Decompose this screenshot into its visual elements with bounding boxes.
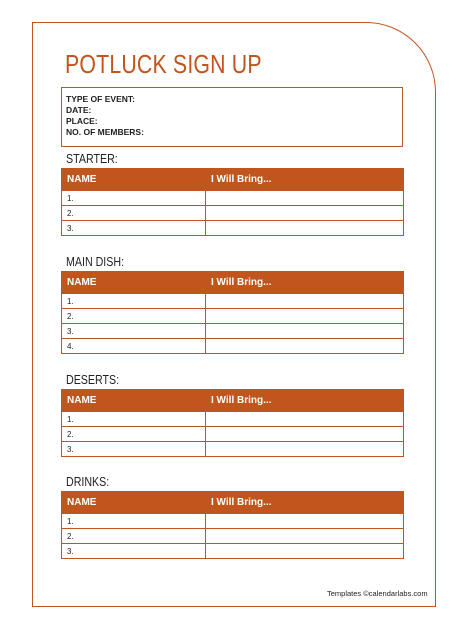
row-number: 3. (62, 324, 206, 339)
date-label: DATE: (66, 105, 92, 115)
name-column-header: NAME (62, 390, 206, 412)
row-number: 1. (62, 514, 206, 529)
bring-cell[interactable] (206, 412, 404, 427)
table-row (62, 191, 404, 206)
bring-column-header: I Will Bring... (206, 272, 404, 294)
event-info-box (61, 87, 403, 147)
starter-section-title: STARTER: (66, 151, 118, 166)
table-row (62, 206, 404, 221)
row-number: 2. (62, 427, 206, 442)
table-row (62, 442, 404, 457)
table-row (62, 412, 404, 427)
table-row (62, 339, 404, 354)
bring-cell[interactable] (206, 294, 404, 309)
bring-cell[interactable] (206, 206, 404, 221)
table-row (62, 324, 404, 339)
place-label: PLACE: (66, 116, 98, 126)
deserts-section-title: DESERTS: (66, 372, 120, 387)
bring-column-header: I Will Bring... (206, 390, 404, 412)
table-row (62, 514, 404, 529)
bring-cell[interactable] (206, 191, 404, 206)
row-number: 3. (62, 221, 206, 236)
row-number: 3. (62, 442, 206, 457)
table-row (62, 544, 404, 559)
bring-cell[interactable] (206, 309, 404, 324)
bring-cell[interactable] (206, 427, 404, 442)
footer-credit: Templates ©calendarlabs.com (327, 589, 428, 598)
bring-cell[interactable] (206, 324, 404, 339)
bring-cell[interactable] (206, 544, 404, 559)
drinks-section-title: DRINKS: (66, 474, 110, 489)
bring-cell[interactable] (206, 221, 404, 236)
table-row (62, 294, 404, 309)
bring-column-header: I Will Bring... (206, 492, 404, 514)
bring-cell[interactable] (206, 442, 404, 457)
drinks-table (61, 491, 404, 559)
starter-table (61, 168, 404, 236)
table-row (62, 309, 404, 324)
row-number: 4. (62, 339, 206, 354)
name-column-header: NAME (62, 492, 206, 514)
bring-column-header: I Will Bring... (206, 169, 404, 191)
row-number: 2. (62, 309, 206, 324)
deserts-table (61, 389, 404, 457)
name-column-header: NAME (62, 169, 206, 191)
type-of-event-label: TYPE OF EVENT: (66, 94, 135, 104)
row-number: 1. (62, 412, 206, 427)
signup-sheet (32, 22, 436, 607)
table-row (62, 427, 404, 442)
row-number: 1. (62, 191, 206, 206)
no-of-members-label: NO. OF MEMBERS: (66, 127, 144, 137)
page-title: POTLUCK SIGN UP (65, 49, 262, 79)
main-dish-section-title: MAIN DISH: (66, 254, 125, 269)
row-number: 3. (62, 544, 206, 559)
table-row (62, 529, 404, 544)
name-column-header: NAME (62, 272, 206, 294)
row-number: 1. (62, 294, 206, 309)
row-number: 2. (62, 206, 206, 221)
main-dish-table (61, 271, 404, 354)
row-number: 2. (62, 529, 206, 544)
bring-cell[interactable] (206, 529, 404, 544)
bring-cell[interactable] (206, 514, 404, 529)
table-row (62, 221, 404, 236)
bring-cell[interactable] (206, 339, 404, 354)
